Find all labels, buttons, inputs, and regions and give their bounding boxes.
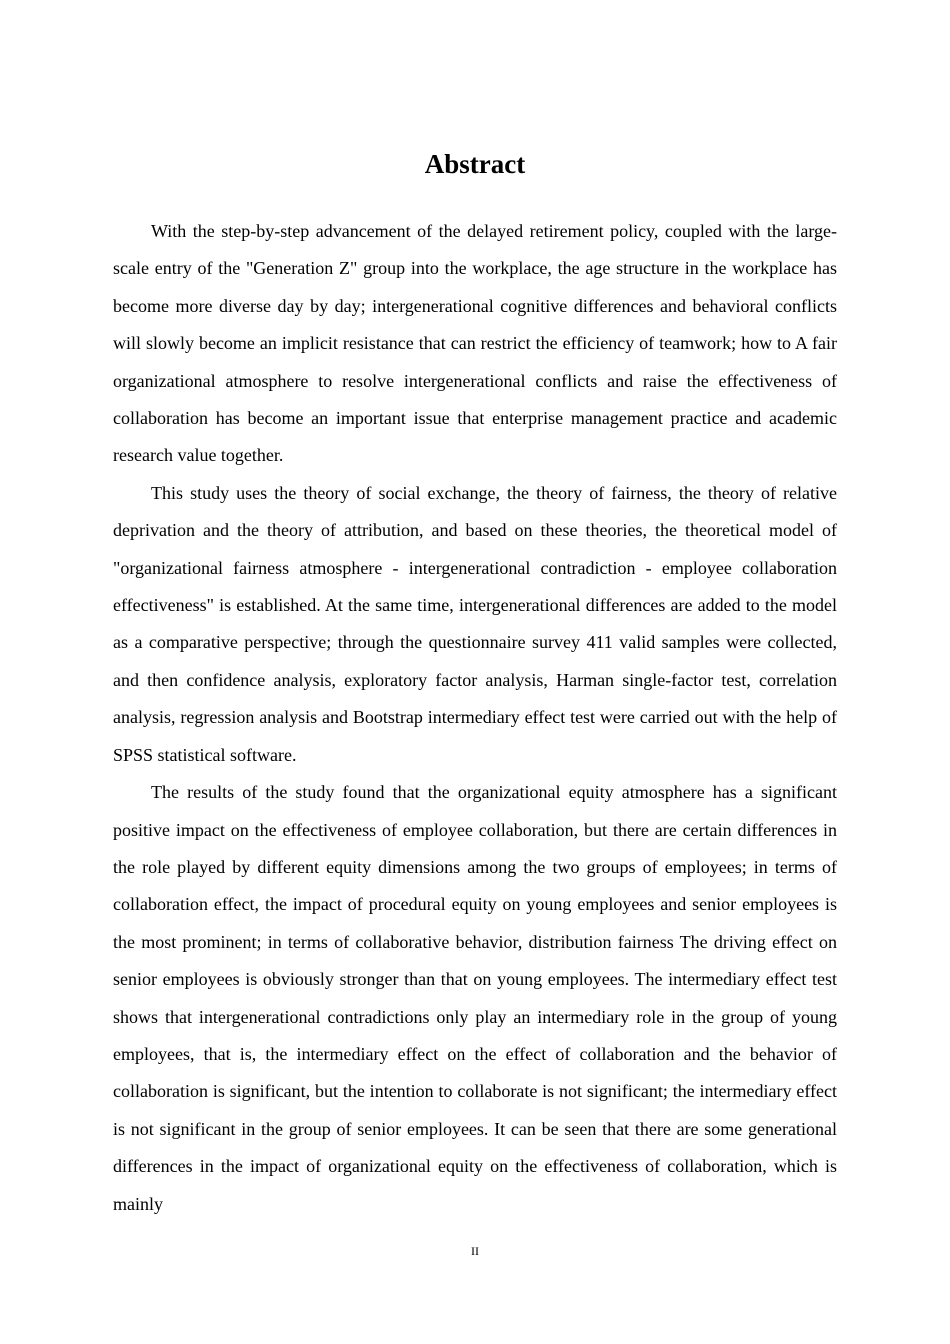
abstract-paragraph-2: This study uses the theory of social exchange, the theory of fairness, the theory of relative deprivation and the theory of attribution, and based on these theories, the theoretical model of "organizational fairness atmosphere - intergenerational contradiction - employee collaboration effectiveness" is established. At the same time, intergenerational differences are added to the model as a comparative perspective; through the questionnaire survey 411 valid samples were collected, and then confidence analysis, exploratory factor analysis, Harman single-factor test, correlation analysis, regression analysis and Bootstrap intermediary effect test were carried out with the help of SPSS statistical software. [113,482,837,765]
page-title: Abstract [424,149,526,179]
abstract-paragraph-1: With the step-by-step advancement of the delayed retirement policy, coupled with the large-scale entry of the "Generation Z" group into the workplace, the age structure in the workplace has become more diverse day by day; intergenerational cognitive differences and behavioral conflicts will slowly become an implicit resistance that can restrict the efficiency of teamwork; how to A fair organizational atmosphere to resolve intergenerational conflicts and raise the effectiveness of collaboration has become an important issue that enterprise management practice and academic research value together. [113,221,837,466]
abstract-paragraph-3: The results of the study found that the organizational equity atmosphere has a significant positive impact on the effectiveness of employee collaboration, but there are certain differences in the role played by different equity dimensions among the two groups of employees; in terms of collaboration effect, the impact of procedural equity on young employees and senior employees is the most prominent; in terms of collaborative behavior, distribution fairness The driving effect on senior employees is obviously stronger than that on young employees. The intermediary effect test shows that intergenerational contradictions only play an intermediary role in the group of young employees, that is, the intermediary effect on the effect of collaboration and the behavior of collaboration is significant, but the intention to collaborate is not significant; the intermediary effect is not significant in the group of senior employees. It can be seen that there are some generational differences in the impact of organizational equity on the effectiveness of collaboration, which is mainly [113,782,837,1214]
abstract-body [113,213,837,1223]
page-number: II [471,1244,479,1258]
